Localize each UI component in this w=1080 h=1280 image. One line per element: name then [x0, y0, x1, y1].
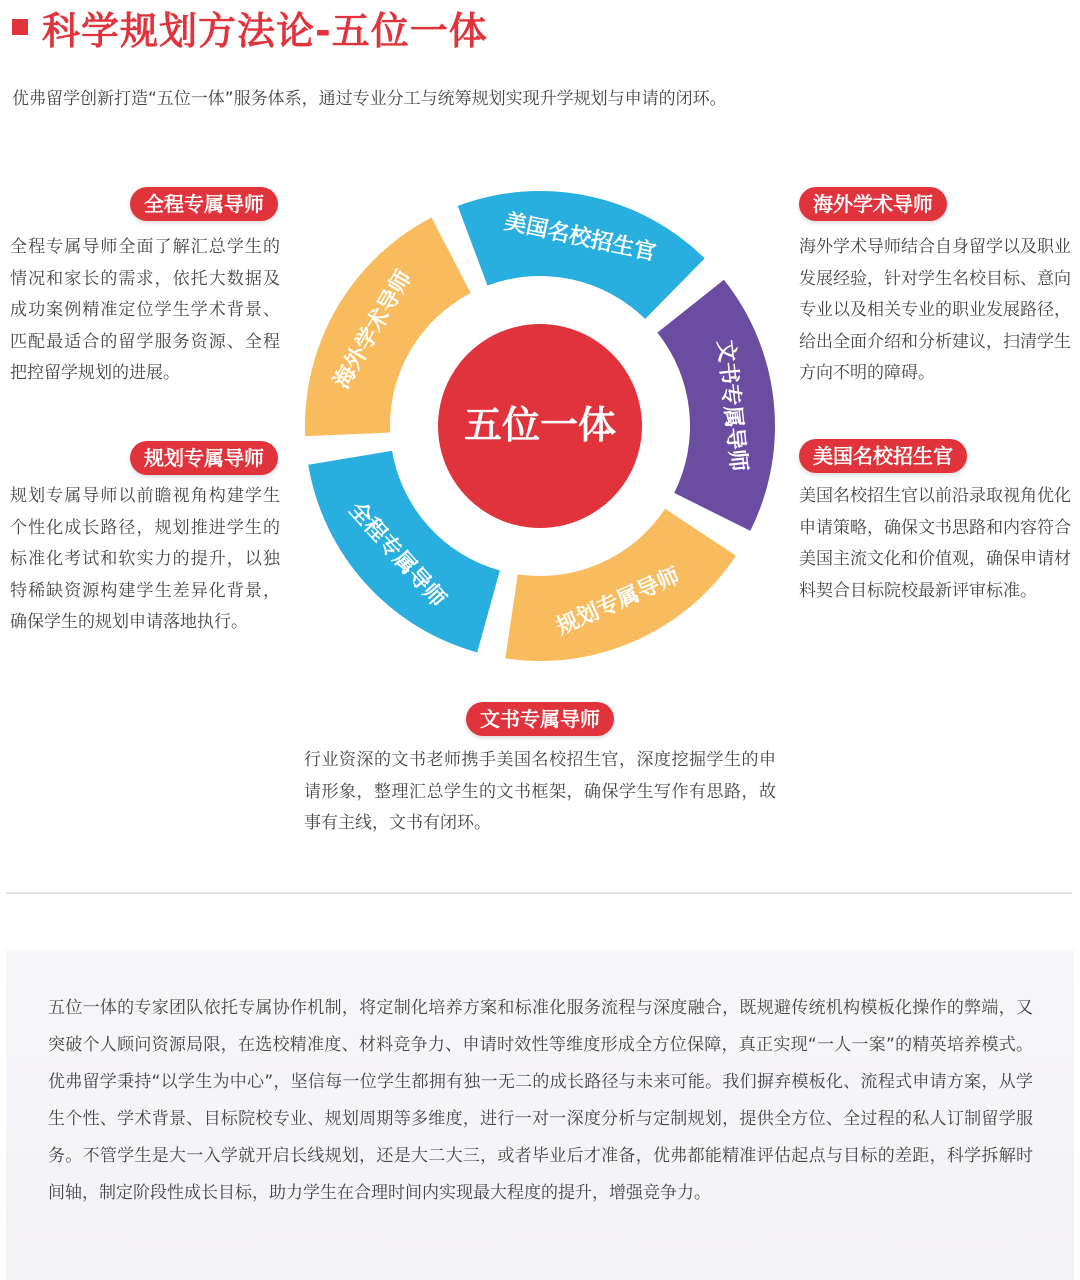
- haiwai-desc: 海外学术导师结合自身留学以及职业发展经验，针对学生名校目标、意向专业以及相关专业的职业发展路径，给出全面介绍和分析建议，扫清学生方向不明的障碍。: [799, 237, 1071, 383]
- section-divider: [6, 892, 1072, 894]
- guihua-title-badge: 规划专属导师: [130, 441, 278, 475]
- zhaosheng-title-badge: 美国名校招生官: [799, 439, 967, 473]
- segment-zhaosheng-label: 美国名校招生官: [502, 209, 658, 266]
- wenshu-desc: 行业资深的文书老师携手美国名校招生官，深度挖掘学生的申请形象，整理汇总学生的文书框架，确保学生写作有思路，故事有主线，文书有闭环。: [304, 750, 776, 833]
- segment-haiwai-label: 海外学术导师: [329, 266, 418, 394]
- quancheng-title-badge: 全程专属导师: [130, 187, 278, 221]
- page-title-block: [12, 2, 488, 52]
- intro-text: 优弗留学创新打造“五位一体”服务体系，通过专业分工与统筹规划实现升学规划与申请的闭环。: [12, 89, 727, 109]
- segment-quancheng-label: 全程专属导师: [343, 497, 451, 613]
- zhaosheng-desc: 美国名校招生官以前沿录取视角优化申请策略，确保文书思路和内容符合美国主流文化和价值观，确保申请材料契合目标院校最新评审标准。: [799, 486, 1071, 601]
- guihua-desc: 规划专属导师以前瞻视角构建学生个性化成长路径，规划推进学生的标准化考试和软实力的提升，以独特稀缺资源构建学生差异化背景，确保学生的规划申请落地执行。: [10, 486, 280, 632]
- segment-zhaosheng: [458, 191, 705, 319]
- center-label: 五位一体: [463, 403, 617, 447]
- quancheng-desc: 全程专属导师全面了解汇总学生的情况和家长的需求，依托大数据及成功案例精准定位学生学术背景、匹配最适合的留学服务资源、全程把控留学规划的进展。: [10, 237, 280, 383]
- haiwai-title-badge: 海外学术导师: [799, 187, 947, 221]
- page-title: 科学规划方法论-五位一体: [42, 8, 488, 53]
- title-bullet-icon: [12, 19, 28, 35]
- five-in-one-diagram: [290, 176, 790, 676]
- segment-guihua-label: 规划专属导师: [552, 563, 684, 641]
- segment-wenshu: [657, 280, 775, 531]
- segment-wenshu-label: 文书专属导师: [712, 338, 751, 473]
- segment-guihua: [505, 509, 736, 661]
- summary-text: 五位一体的专家团队依托专属协作机制，将定制化培养方案和标准化服务流程与深度融合，既规避传统机构模板化操作的弊端，又突破个人顾问资源局限，在选校精准度、材料竞争力、申请时效性等维度形成全方位保障，真正实现“一人一案”的精英培养模式。优弗留学秉持“以学生为中心”，坚信每一位学生都拥有独一无二的成长路径与未来可能。我们摒弃模板化、流程式申请方案，从学生个性、学术背景、目标院校专业、规划周期等多维度，进行一对一深度分析与定制规划，提供全方位、全过程的私人订制留学服务。不管学生是大一入学就开启长线规划，还是大二大三，或者毕业后才准备，优弗都能精准评估起点与目标的差距，科学拆解时间轴，制定阶段性成长目标，助力学生在合理时间内实现最大程度的提升，增强竞争力。: [48, 998, 1033, 1203]
- wenshu-title-badge: 文书专属导师: [466, 702, 614, 736]
